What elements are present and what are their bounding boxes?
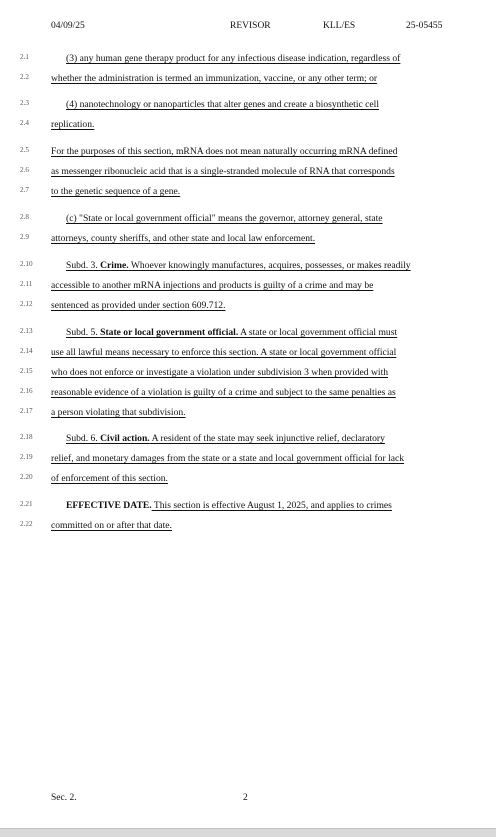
bold-heading: EFFECTIVE DATE. <box>66 500 152 511</box>
document-line <box>0 185 496 199</box>
line-number: 2.6 <box>20 166 29 174</box>
footer-section: Sec. 2. <box>51 793 77 803</box>
text-run: replication. <box>51 119 95 130</box>
page-header <box>0 21 496 35</box>
text-run: whether the administration is termed an immunization, vaccine, or any other term; or <box>51 73 378 84</box>
document-line <box>0 279 496 293</box>
line-text <box>51 519 172 532</box>
document-line <box>0 145 496 159</box>
page-footer <box>0 793 496 807</box>
line-number: 2.18 <box>20 433 33 441</box>
line-text <box>51 346 396 359</box>
line-number: 2.4 <box>20 119 29 127</box>
text-run: (4) nanotechnology or nanoparticles that alter genes and create a biosynthetic cell <box>66 99 380 110</box>
line-text <box>51 452 404 465</box>
document-line <box>0 472 496 486</box>
line-number: 2.17 <box>20 407 33 415</box>
line-number: 2.11 <box>20 280 33 288</box>
bold-heading: State or local government official. <box>100 327 239 338</box>
text-run: A state or local government official must <box>238 327 398 338</box>
line-number: 2.12 <box>20 300 33 308</box>
line-text <box>51 432 385 445</box>
text-run: A resident of the state may seek injunctive relief, declaratory <box>149 433 385 444</box>
text-run: accessible to another mRNA injections and products is guilty of a crime and may be <box>51 280 374 291</box>
bold-heading: Civil action. <box>100 433 150 444</box>
document-line <box>0 299 496 313</box>
line-text <box>51 232 315 245</box>
line-text <box>51 366 388 379</box>
line-text <box>51 165 395 178</box>
text-run: attorneys, county sheriffs, and other state and local law enforcement. <box>51 233 316 244</box>
document-line <box>0 366 496 380</box>
bold-heading: Crime. <box>100 260 129 271</box>
line-number: 2.20 <box>20 473 33 481</box>
line-text <box>51 52 400 65</box>
line-text <box>51 118 94 131</box>
document-line <box>0 452 496 466</box>
document-line <box>0 519 496 533</box>
line-text <box>51 259 411 272</box>
header-date: 04/09/25 <box>51 21 85 31</box>
line-number: 2.5 <box>20 146 29 154</box>
line-text <box>51 98 379 111</box>
text-run: to the genetic sequence of a gene. <box>51 186 181 197</box>
line-number: 2.13 <box>20 327 33 335</box>
text-run: reasonable evidence of a violation is guilty of a crime and subject to the same penalties as <box>51 387 396 398</box>
document-line <box>0 346 496 360</box>
document-line <box>0 165 496 179</box>
text-run: use all lawful means necessary to enforce this section. A state or local government official <box>51 347 397 358</box>
line-text <box>51 406 186 419</box>
line-number: 2.1 <box>20 53 29 61</box>
line-number: 2.10 <box>20 260 33 268</box>
text-run: Subd. 3. <box>66 260 101 271</box>
text-run: Whoever knowingly manufactures, acquires, possesses, or makes readily <box>128 260 411 271</box>
text-run: who does not enforce or investigate a violation under subdivision 3 when provided with <box>51 367 389 378</box>
document-line <box>0 52 496 66</box>
text-run: (3) any human gene therapy product for any infectious disease indication, regardless of <box>66 53 401 64</box>
line-text <box>51 212 383 225</box>
line-text <box>51 326 397 339</box>
line-text <box>51 185 180 198</box>
document-line <box>0 98 496 112</box>
line-number: 2.15 <box>20 367 33 375</box>
line-text <box>51 472 168 485</box>
line-text <box>51 145 397 158</box>
line-text <box>51 386 396 399</box>
line-number: 2.8 <box>20 213 29 221</box>
document-line <box>0 232 496 246</box>
text-run: a person violating that subdivision. <box>51 407 186 418</box>
line-number: 2.16 <box>20 387 33 395</box>
document-line <box>0 432 496 446</box>
text-run: Subd. 6. <box>66 433 101 444</box>
document-line <box>0 118 496 132</box>
document-line <box>0 72 496 86</box>
line-number: 2.19 <box>20 453 33 461</box>
text-run: This section is effective August 1, 2025, and applies to crimes <box>151 500 392 511</box>
line-text <box>51 499 392 512</box>
text-run: Subd. 5. <box>66 327 101 338</box>
line-number: 2.2 <box>20 73 29 81</box>
document-line <box>0 386 496 400</box>
document-line <box>0 259 496 273</box>
document-line <box>0 406 496 420</box>
document-line <box>0 499 496 513</box>
text-run: of enforcement of this section. <box>51 473 168 484</box>
line-text <box>51 299 226 312</box>
text-run: committed on or after that date. <box>51 520 172 531</box>
line-number: 2.22 <box>20 520 33 528</box>
line-number: 2.21 <box>20 500 33 508</box>
document-line <box>0 326 496 340</box>
line-number: 2.14 <box>20 347 33 355</box>
header-initials: KLL/ES <box>323 21 356 31</box>
line-number: 2.9 <box>20 233 29 241</box>
text-run: relief, and monetary damages from the state or a state and local government official for lack <box>51 453 405 464</box>
line-number: 2.7 <box>20 186 29 194</box>
text-run: as messenger ribonucleic acid that is a single-stranded molecule of RNA that corresponds <box>51 166 395 177</box>
header-revisor: REVISOR <box>230 21 271 31</box>
text-run: (c) "State or local government official" means the governor, attorney general, state <box>66 213 383 224</box>
text-run: sentenced as provided under section 609.712. <box>51 300 226 311</box>
document-line <box>0 212 496 226</box>
line-text <box>51 72 377 85</box>
line-number: 2.3 <box>20 99 29 107</box>
line-text <box>51 279 373 292</box>
text-run: For the purposes of this section, mRNA does not mean naturally occurring mRNA defined <box>51 146 398 157</box>
header-doc-number: 25-05455 <box>406 21 443 31</box>
footer-page-number: 2 <box>243 793 248 803</box>
